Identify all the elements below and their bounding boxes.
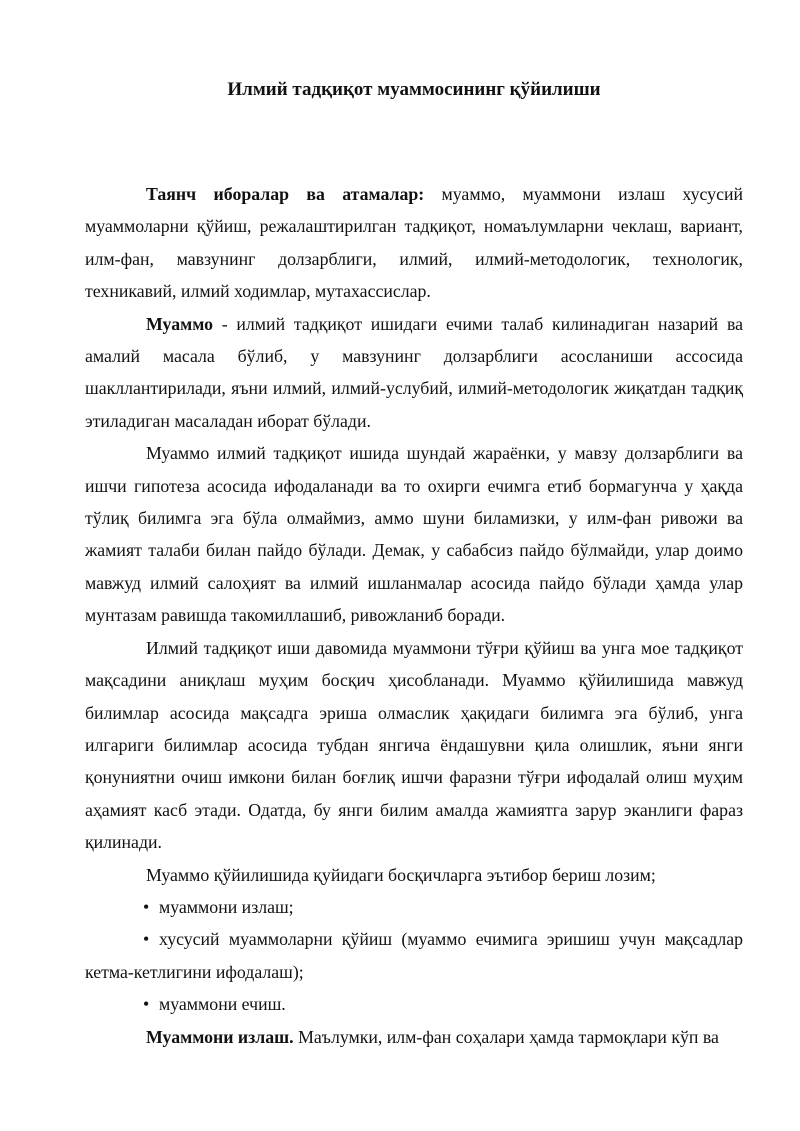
definition-text: - илмий тадқиқот ишидаги ечими талаб килинадиган назарий ва амалий масала бўлиб, у мавзунинг долзарблиги асосланиши ассосида шакллантирилади, яъни илмий, илмий-услубий, илмий-методологик жиқатдан тадқиқ этиладиган масаладан иборат бўлади.: [85, 313, 743, 431]
bullet-icon: •: [143, 994, 150, 1015]
bullet-icon: •: [143, 896, 150, 917]
search-lead: Муаммони излаш.: [146, 1026, 294, 1047]
list-item: [85, 988, 743, 1020]
paragraph-keywords: [85, 178, 743, 308]
search-text: Маълумки, илм-фан соҳалари ҳамда тармоқлари кўп ва: [293, 1026, 719, 1047]
list-item-text: муаммони ечиш.: [159, 994, 286, 1015]
paragraph-problem-statement: Илмий тадқиқот иши давомида муаммони тўғри қўйиш ва унга мое тадқиқот мақсадини аниқлаш муҳим босқич ҳисобланади. Муаммо қўйилишида мавжуд билимлар асосида мақсадга эриша олмаслик ҳақидаги билимга эга бўлиб, унга илгариги билимлар асосида тубдан янгича ёндашувни қила олишлик, яъни янги қонуниятни очиш имкони билан боғлиқ ишчи фаразни тўғри ифодалай олиш муҳим аҳамият касб этади. Одатда, бу янги билим амалда жамиятга зарур эканлиги фараз қилинади.: [85, 637, 743, 853]
keywords-text: муаммо, муаммони излаш хусусий муаммоларни қўйиш, режалаштирилган тадқиқот, номаълумларни чеклаш, вариант, илм-фан, мавзунинг долзарблиги, илмий, илмий-методологик, технологик, техникавий, илмий ходимлар, мутахассислар.: [85, 184, 743, 302]
list-item: [85, 923, 743, 988]
bullet-icon: •: [143, 929, 150, 950]
list-item: [85, 891, 743, 923]
paragraph-definition: [85, 308, 743, 438]
paragraph-search: [85, 1021, 743, 1053]
paragraph-stages-intro: Муаммо қўйилишида қуйидаги босқичларга эътибор бериш лозим;: [146, 864, 656, 885]
list-item-text: хусусий муаммоларни қўйиш (муаммо ечимига эришиш учун мақсадлар кетма-кетлигини ифодалаш);: [85, 929, 743, 982]
keywords-lead: Таянч иборалар ва атамалар:: [146, 184, 425, 204]
document-title: Илмий тадқиқот муаммосининг қўйилиши: [227, 79, 601, 100]
definition-lead: Муаммо: [146, 313, 213, 334]
list-item-text: муаммони излаш;: [159, 896, 294, 917]
paragraph-problem-process: Муаммо илмий тадқиқот ишида шундай жараёнки, у мавзу долзарблиги ва ишчи гипотеза асосида ифодаланади ва то охирги ечимга етиб бормагунча у ҳақда тўлиқ билимга эга бўла олмаймиз, аммо шуни биламизки, у илм-фан ривожи ва жамият талаби билан пайдо бўлади. Демак, у сабабсиз пайдо бўлмайди, улар доимо мавжуд илмий салоҳият ва илмий ишланмалар асосида пайдо бўлади ҳамда улар мунтазам равишда такомиллашиб, ривожланиб боради.: [85, 443, 743, 626]
